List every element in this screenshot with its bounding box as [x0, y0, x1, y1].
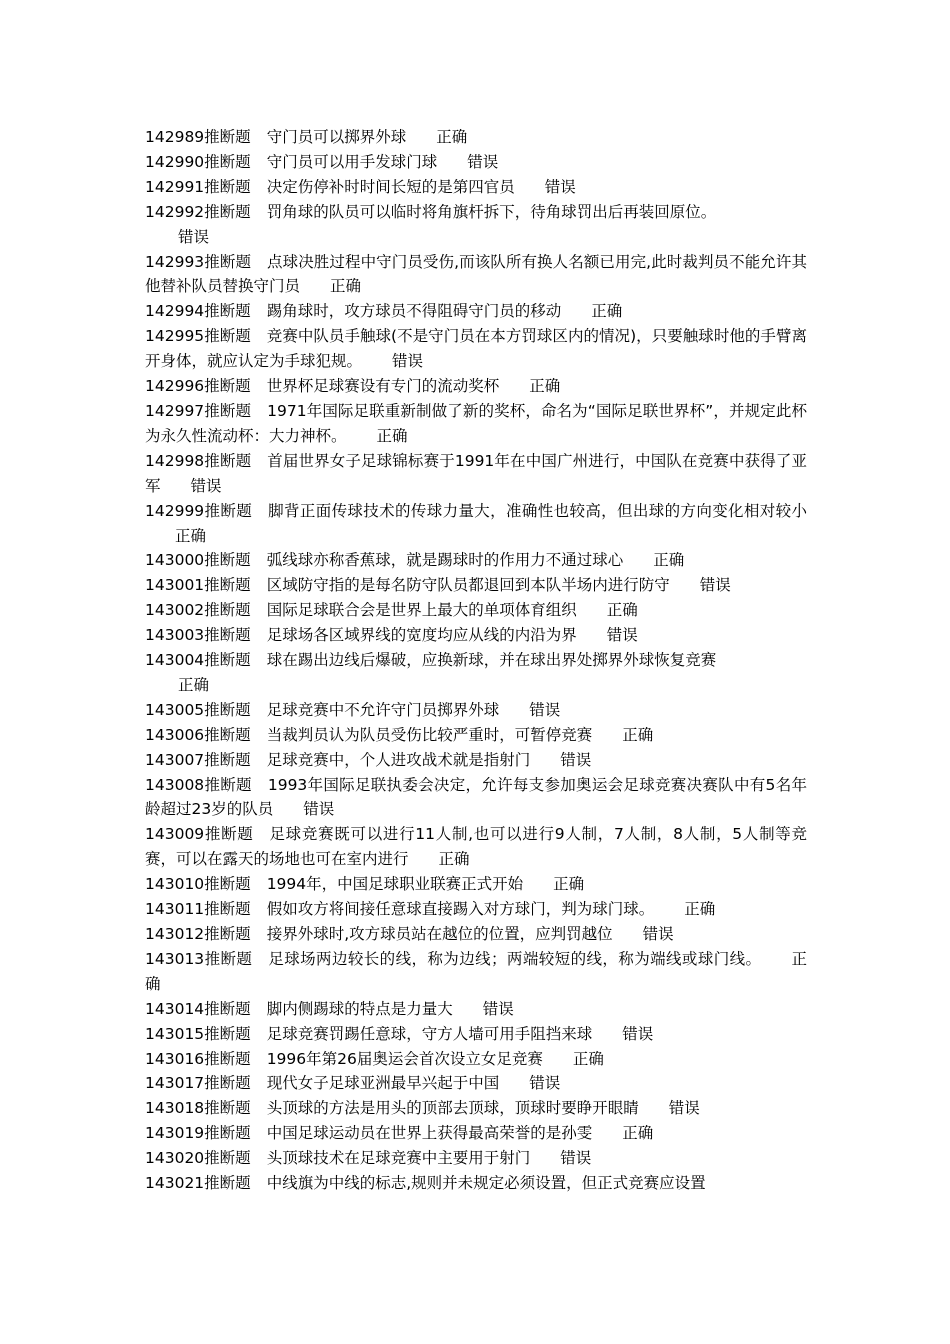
question-entry — [145, 499, 807, 549]
answer-text: 错误 — [544, 177, 576, 196]
question-text: 脚背正面传球技术的传球力量大，准确性也较高，但出球的方向变化相对较小 — [268, 501, 807, 520]
question-type: 推断题 — [204, 725, 251, 744]
question-entry — [145, 723, 807, 748]
question-id: 143001 — [145, 576, 205, 595]
question-type: 推断题 — [204, 900, 251, 919]
question-type: 推断题 — [204, 700, 251, 719]
question-type: 推断题 — [204, 1149, 251, 1168]
question-text: 足球竞赛罚踢任意球，守方人墙可用手阻挡来球 — [266, 1024, 593, 1043]
question-entry — [145, 125, 807, 150]
question-entry — [145, 648, 807, 698]
question-id: 143006 — [145, 725, 205, 744]
answer-text: 错误 — [622, 1024, 654, 1043]
question-text: 球在踢出边线后爆破，应换新球，并在球出界处掷界外球恢复竞赛 — [266, 651, 717, 670]
answer-text: 错误 — [560, 750, 592, 769]
question-entry — [145, 324, 807, 374]
question-text: 足球竞赛既可以进行11人制,也可以进行9人制，7人制，8人制，5人制等竞赛，可以在露天的场地也可在室内进行 — [145, 825, 807, 869]
question-type: 推断题 — [204, 875, 251, 894]
question-id: 142999 — [145, 501, 205, 520]
question-entry — [145, 822, 807, 872]
answer-text: 正确 — [436, 128, 468, 146]
answer-text: 错误 — [699, 576, 731, 595]
question-entry — [145, 623, 807, 648]
question-id: 143010 — [145, 875, 205, 894]
question-id: 143002 — [145, 601, 205, 620]
question-id: 143020 — [145, 1149, 205, 1168]
question-id: 142997 — [145, 401, 205, 420]
question-text: 假如攻方将间接任意球直接踢入对方球门，判为球门球。 — [266, 900, 655, 919]
question-text: 区域防守指的是每名防守队员都退回到本队半场内进行防守 — [266, 576, 670, 595]
answer-text: 错误 — [529, 1074, 561, 1093]
question-text: 1971年国际足联重新制做了新的奖杯，命名为“国际足联世界杯”，并规定此杯为永久性流动杯：大力神杯。 — [145, 401, 807, 445]
answer-text: 正确 — [175, 526, 207, 545]
question-entry — [145, 399, 807, 449]
question-entry — [145, 1071, 807, 1096]
question-type: 推断题 — [204, 377, 251, 396]
question-entry — [145, 748, 807, 773]
question-id: 143015 — [145, 1024, 205, 1043]
answer-text: 正确 — [572, 1049, 604, 1068]
question-id: 143019 — [145, 1124, 205, 1143]
question-entry — [145, 922, 807, 947]
question-type: 推断题 — [204, 1124, 251, 1143]
question-type: 推断题 — [204, 775, 252, 794]
question-id: 143013 — [145, 949, 205, 968]
question-text: 中线旗为中线的标志,规则并未规定必须设置，但正式竞赛应设置 — [266, 1174, 706, 1193]
question-id: 142990 — [145, 152, 205, 171]
question-id: 143000 — [145, 551, 205, 570]
question-id: 143007 — [145, 750, 205, 769]
answer-text: 正确 — [178, 675, 210, 694]
question-id: 143017 — [145, 1074, 205, 1093]
question-id: 143011 — [145, 900, 205, 919]
question-text: 中国足球运动员在世界上获得最高荣誉的是孙雯 — [266, 1124, 593, 1143]
question-entry — [145, 947, 807, 997]
question-id: 143005 — [145, 700, 205, 719]
question-id: 143016 — [145, 1049, 205, 1068]
question-type: 推断题 — [204, 401, 252, 420]
question-entry — [145, 1022, 807, 1047]
question-type: 推断题 — [204, 551, 251, 570]
question-text: 接界外球时,攻方球员站在越位的位置，应判罚越位 — [266, 925, 613, 943]
question-entry — [145, 897, 807, 922]
question-entry — [145, 1146, 807, 1171]
question-id: 142994 — [145, 302, 205, 321]
question-text: 头顶球技术在足球竞赛中主要用于射门 — [266, 1149, 531, 1168]
question-text: 脚内侧踢球的特点是力量大 — [266, 999, 453, 1018]
answer-text: 正确 — [591, 302, 623, 321]
question-id: 143003 — [145, 626, 205, 645]
question-id: 142993 — [145, 252, 205, 271]
question-text: 足球场两边较长的线，称为边线；两端较短的线，称为端线或球门线。 — [268, 949, 762, 968]
question-entry — [145, 872, 807, 897]
question-id: 143012 — [145, 925, 205, 943]
question-entry — [145, 250, 807, 300]
question-entry — [145, 698, 807, 723]
question-entry — [145, 997, 807, 1022]
question-type: 推断题 — [204, 501, 253, 520]
answer-text: 错误 — [392, 352, 424, 371]
question-text: 足球场各区域界线的宽度均应从线的内沿为界 — [266, 626, 577, 645]
question-text: 足球竞赛中不允许守门员掷界外球 — [266, 700, 500, 719]
question-text: 踢角球时，攻方球员不得阻碍守门员的移动 — [266, 302, 562, 321]
question-type: 推断题 — [204, 925, 251, 943]
answer-text: 正确 — [653, 551, 685, 570]
answer-text: 错误 — [303, 800, 335, 819]
question-type: 推断题 — [204, 999, 251, 1018]
question-text: 决定伤停补时时间长短的是第四官员 — [266, 177, 515, 196]
question-type: 推断题 — [204, 1174, 251, 1193]
answer-text: 错误 — [190, 476, 222, 495]
question-type: 推断题 — [204, 302, 251, 321]
answer-text: 错误 — [606, 626, 638, 645]
question-entry — [145, 598, 807, 623]
question-entry — [145, 374, 807, 399]
answer-text: 错误 — [668, 1099, 700, 1118]
answer-text: 错误 — [178, 227, 210, 246]
answer-text: 错误 — [642, 925, 674, 943]
question-text: 头顶球的方法是用头的顶部去顶球，顶球时要睁开眼睛 — [266, 1099, 639, 1118]
question-text: 国际足球联合会是世界上最大的单项体育组织 — [266, 601, 577, 620]
question-text: 1996年第26届奥运会首次设立女足竞赛 — [266, 1049, 543, 1068]
answer-text: 正确 — [529, 377, 561, 396]
answer-text: 正确 — [145, 949, 807, 993]
question-id: 142991 — [145, 177, 205, 196]
question-type: 推断题 — [204, 825, 254, 844]
answer-text: 正确 — [376, 426, 408, 445]
answer-text: 正确 — [330, 277, 362, 296]
question-text: 1994年，中国足球职业联赛正式开始 — [266, 875, 524, 894]
question-id: 142998 — [145, 451, 205, 470]
question-type: 推断题 — [204, 1024, 251, 1043]
answer-text: 正确 — [438, 850, 470, 869]
answer-text: 正确 — [553, 875, 585, 894]
answer-text: 错误 — [529, 700, 561, 719]
question-type: 推断题 — [204, 252, 252, 271]
question-text: 守门员可以用手发球门球 — [266, 152, 438, 171]
question-type: 推断题 — [204, 601, 251, 620]
question-text: 当裁判员认为队员受伤比较严重时，可暂停竞赛 — [266, 725, 593, 744]
question-text: 点球决胜过程中守门员受伤,而该队所有换人名额已用完,此时裁判员不能允许其他替补队员替换守门员 — [145, 252, 807, 296]
answer-text: 错误 — [482, 999, 514, 1018]
question-type: 推断题 — [204, 1099, 251, 1118]
question-type: 推断题 — [204, 152, 251, 171]
question-entry — [145, 548, 807, 573]
answer-text: 错误 — [467, 152, 499, 171]
question-entry — [145, 150, 807, 175]
question-text: 罚角球的队员可以临时将角旗杆拆下，待角球罚出后再装回原位。 — [266, 202, 717, 221]
question-entry — [145, 299, 807, 324]
question-type: 推断题 — [204, 327, 251, 346]
answer-text: 正确 — [622, 1124, 654, 1143]
question-type: 推断题 — [204, 651, 251, 670]
question-text: 竞赛中队员手触球(不是守门员在本方罚球区内的情况)，只要触球时他的手臂离开身体，就应认定为手球犯规。 — [145, 327, 807, 371]
question-type: 推断题 — [204, 750, 251, 769]
answer-text: 正确 — [606, 601, 638, 620]
question-entry — [145, 175, 807, 200]
question-type: 推断题 — [204, 202, 251, 221]
question-text: 足球竞赛中，个人进攻战术就是指射门 — [266, 750, 531, 769]
question-entry — [145, 449, 807, 499]
question-entry — [145, 573, 807, 598]
question-type: 推断题 — [204, 1049, 251, 1068]
question-id: 143014 — [145, 999, 205, 1018]
answer-text: 正确 — [684, 900, 716, 919]
question-text: 世界杯足球赛设有专门的流动奖杯 — [266, 377, 500, 396]
answer-text: 正确 — [622, 725, 654, 744]
question-id: 143008 — [145, 775, 205, 794]
question-id: 143021 — [145, 1174, 205, 1193]
question-text: 首届世界女子足球锦标赛于1991年在中国广州进行，中国队在竞赛中获得了亚军 — [145, 451, 807, 495]
question-id: 143018 — [145, 1099, 205, 1118]
question-id: 142995 — [145, 327, 205, 346]
question-type: 推断题 — [204, 626, 251, 645]
question-id: 143009 — [145, 825, 205, 844]
question-type: 推断题 — [204, 949, 253, 968]
question-text: 弧线球亦称香蕉球，就是踢球时的作用力不通过球心 — [266, 551, 624, 570]
question-type: 推断题 — [204, 576, 251, 595]
question-id: 142996 — [145, 377, 205, 396]
question-text: 现代女子足球亚洲最早兴起于中国 — [266, 1074, 500, 1093]
question-text: 1993年国际足联执委会决定，允许每支参加奥运会足球竞赛决赛队中有5名年龄超过23岁的队员 — [145, 775, 807, 819]
question-entry — [145, 1171, 807, 1196]
question-id: 142992 — [145, 202, 205, 221]
question-type: 推断题 — [204, 128, 251, 146]
question-id: 142989 — [145, 128, 205, 146]
question-type: 推断题 — [204, 177, 251, 196]
answer-text: 错误 — [560, 1149, 592, 1168]
question-type: 推断题 — [204, 451, 252, 470]
question-entry — [145, 200, 807, 250]
question-entry — [145, 773, 807, 823]
question-id: 143004 — [145, 651, 205, 670]
question-entry — [145, 1096, 807, 1121]
question-list — [145, 125, 807, 1196]
question-entry — [145, 1047, 807, 1072]
question-type: 推断题 — [204, 1074, 251, 1093]
question-entry — [145, 1121, 807, 1146]
question-text: 守门员可以掷界外球 — [266, 128, 407, 146]
